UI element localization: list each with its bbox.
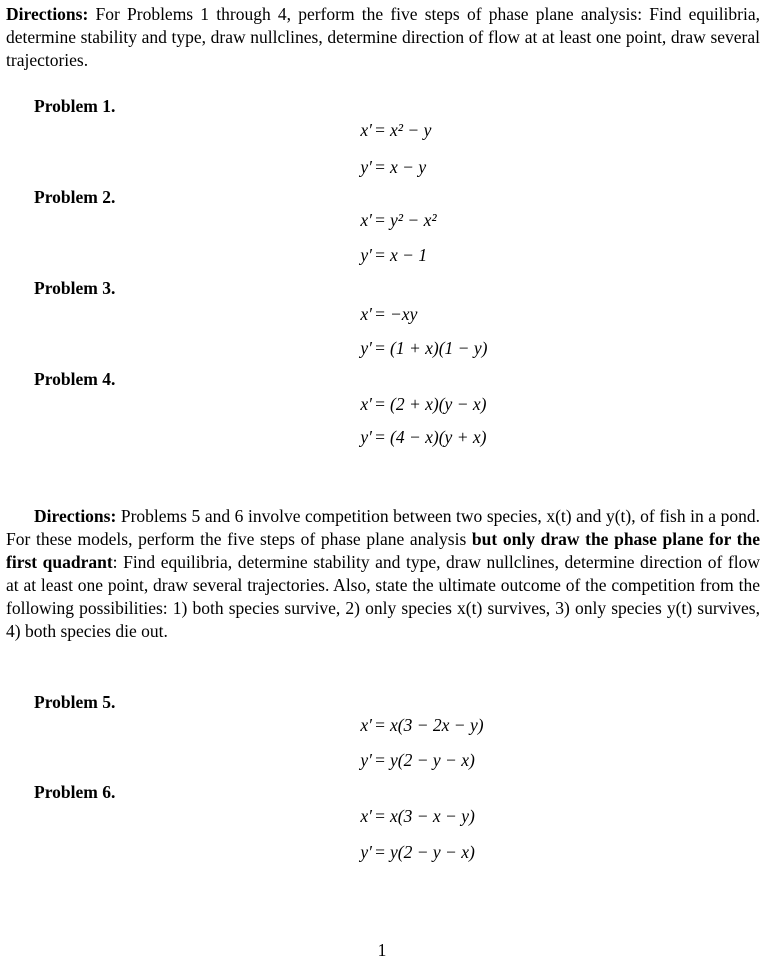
- eq-lhs: x′: [360, 210, 372, 230]
- problem-4-eq-y: [250, 425, 510, 449]
- problem-1-eq-y: [250, 155, 510, 179]
- equals-sign: =: [375, 806, 385, 826]
- eq-rhs: x(3 − 2x − y): [390, 715, 484, 735]
- problem-2-label: Problem 2.: [34, 187, 116, 207]
- eq-lhs: x′: [360, 304, 372, 324]
- eq-lhs: x′: [360, 806, 372, 826]
- eq-lhs: y′: [360, 842, 372, 862]
- problem-1-label: Problem 1.: [34, 96, 116, 116]
- problem-2-eq-x: [250, 208, 510, 232]
- problem-3-eq-x: [250, 302, 510, 326]
- problem-6-eq-x: [250, 804, 510, 828]
- eq-rhs: (1 + x)(1 − y): [390, 338, 488, 358]
- directions-text-1: For Problems 1 through 4, perform the five steps of phase plane analysis: Find equilibria, determine stability and type, draw nullclines, determine direction of flow at at least one point, draw several trajectories.: [6, 4, 761, 70]
- directions-paragraph-2: [6, 505, 760, 643]
- equals-sign: =: [375, 245, 385, 265]
- eq-rhs: x(3 − x − y): [390, 806, 475, 826]
- eq-rhs: −xy: [390, 304, 418, 324]
- problem-2-eq-y: [250, 243, 510, 267]
- directions-paragraph-1: [6, 3, 760, 72]
- problem-6-label: Problem 6.: [34, 782, 116, 802]
- page-number: 1: [377, 940, 387, 960]
- equals-sign: =: [375, 120, 385, 140]
- equals-sign: =: [375, 338, 385, 358]
- equals-sign: =: [375, 157, 385, 177]
- directions-bold-text: but only draw the phase plane for the first quadrant: [6, 529, 761, 572]
- eq-rhs: (2 + x)(y − x): [390, 394, 487, 414]
- equals-sign: =: [375, 842, 385, 862]
- eq-lhs: y′: [360, 157, 372, 177]
- problem-5-eq-y: [250, 748, 510, 772]
- eq-lhs: y′: [360, 245, 372, 265]
- directions-heading-1: Directions:: [6, 4, 89, 24]
- eq-lhs: x′: [360, 715, 372, 735]
- eq-rhs: y² − x²: [390, 210, 437, 230]
- eq-lhs: x′: [360, 394, 372, 414]
- problem-4-label: Problem 4.: [34, 369, 116, 389]
- directions-text-2b: : Find equilibria, determine stability and type, draw nullclines, determine direction of flow at at least one point, draw several trajectories. Also, state the ultimate outcome of the competition from the following possibilities: 1) both species survive, 2) only species x(t) survives, 3) only species y(t) survives, 4) both species die out.: [6, 552, 760, 641]
- problem-1-eq-x: [250, 118, 510, 142]
- problem-3-eq-y: [250, 336, 510, 360]
- problem-5-eq-x: [250, 713, 510, 737]
- equals-sign: =: [375, 304, 385, 324]
- equals-sign: =: [375, 750, 385, 770]
- equals-sign: =: [375, 394, 385, 414]
- eq-lhs: y′: [360, 427, 372, 447]
- problem-5-label: Problem 5.: [34, 692, 116, 712]
- problem-6-eq-y: [250, 840, 510, 864]
- problem-4-eq-x: [250, 392, 510, 416]
- eq-rhs: y(2 − y − x): [390, 842, 475, 862]
- directions-text-2a: Problems 5 and 6 involve competition between two species, x(t) and y(t), of fish in a pond. For these models, perform the five steps of phase plane analysis: [6, 506, 761, 549]
- eq-rhs: x − y: [390, 157, 427, 177]
- eq-rhs: x − 1: [390, 245, 428, 265]
- eq-lhs: y′: [360, 338, 372, 358]
- eq-rhs: y(2 − y − x): [390, 750, 475, 770]
- equals-sign: =: [375, 715, 385, 735]
- equals-sign: =: [375, 427, 385, 447]
- problem-3-label: Problem 3.: [34, 278, 116, 298]
- eq-rhs: x² − y: [390, 120, 432, 140]
- eq-rhs: (4 − x)(y + x): [390, 427, 487, 447]
- directions-heading-2: Directions:: [34, 506, 117, 526]
- equals-sign: =: [375, 210, 385, 230]
- eq-lhs: y′: [360, 750, 372, 770]
- eq-lhs: x′: [360, 120, 372, 140]
